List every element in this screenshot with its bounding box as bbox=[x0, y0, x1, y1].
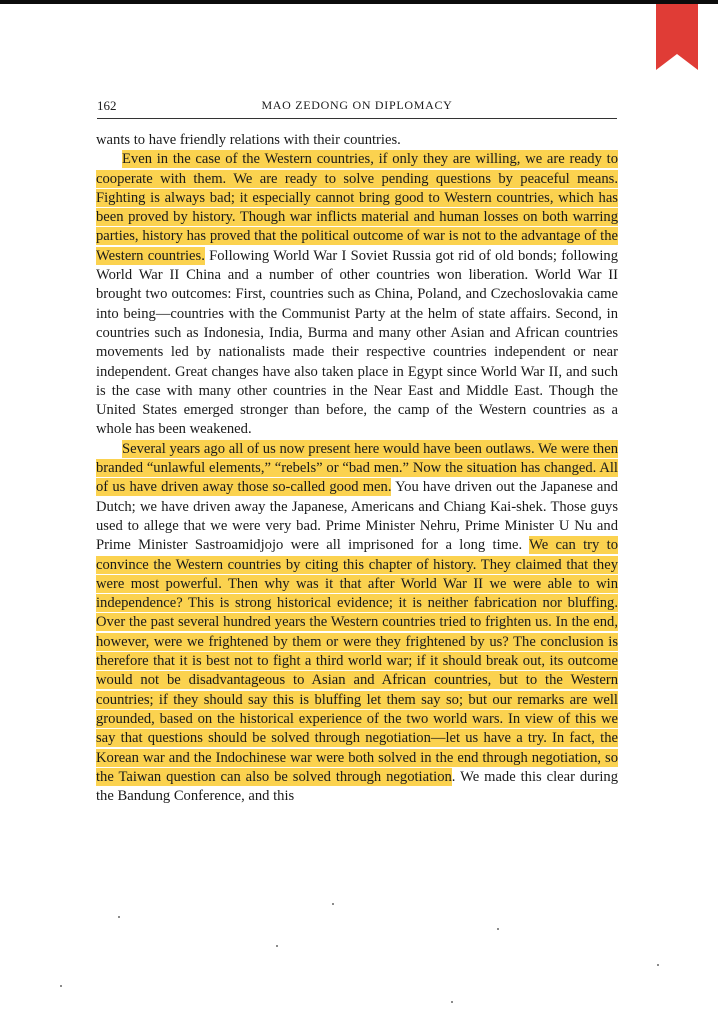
top-status-bar bbox=[0, 0, 718, 4]
scan-speck bbox=[60, 985, 62, 987]
text-segment: . We made this clear during the Bandung Conference, and this bbox=[96, 768, 618, 805]
paragraph bbox=[96, 440, 618, 807]
bookmark-icon[interactable] bbox=[656, 4, 698, 70]
scan-speck bbox=[276, 945, 278, 947]
highlighted-text[interactable]: We can try to convince the Western countries by citing this chapter of history. They claimed that they were most powerful. Then why was it that after World War II we were able to win independence? This is strong historical evidence; it is neither fabrication nor bluffing. Over the past several hundred years the Western countries tried to frighten us. In the end, however, were we frightened by them or were they frightened by us? The conclusion is therefore that it is best not to fight a third world war; if it should break out, its outcome would not be disadvantageous to Asian and African countries, but to the Western countries; if they should say this is bluffing let them say so; but our remarks are well grounded, based on the historical experience of the two world wars. In view of this we say that questions should be solved through negotiation—let us have a try. In fact, the Korean war and the Indochinese war were both solved in the end through negotiation, so the Taiwan question can also be solved through negotiation bbox=[96, 537, 618, 785]
scan-speck bbox=[657, 964, 659, 966]
scan-speck bbox=[497, 928, 499, 930]
text-segment: wants to have friendly relations with their countries. bbox=[96, 132, 401, 148]
paragraph bbox=[96, 131, 618, 150]
page-number: 162 bbox=[97, 98, 117, 113]
body-text bbox=[96, 131, 618, 806]
header-rule bbox=[97, 118, 617, 119]
highlighted-text[interactable]: Several years ago all of us now present here would have been outlaws. We were then branded “unlawful elements,” “rebels” or “bad men.” Now the situation has changed. All of us have driven away those so-called good men. bbox=[96, 440, 618, 496]
scan-speck bbox=[332, 903, 334, 905]
running-head: MAO ZEDONG ON DIPLOMACY bbox=[261, 98, 453, 112]
text-segment: You have driven out the Japanese and Dutch; we have driven away the Japanese, Americans and Chiang Kai-shek. Those guys used to allege that we were very bad. Prime Minister Nehru, Prime Minister U Nu and Prime Minister Sastroamidjojo were all imprisoned for a long time. bbox=[96, 479, 618, 554]
highlighted-text[interactable]: Even in the case of the Western countries, if only they are willing, we are ready to cooperate with them. We are ready to solve pending questions by peaceful means. Fighting is always bad; it especially cannot bring good to Western countries, which has been proved by history. Though war inflicts material and human losses on both warring parties, history has proved that the political outcome of war is not to the advantage of the Western countries. bbox=[96, 151, 618, 264]
paragraph bbox=[96, 150, 618, 439]
page-header bbox=[97, 98, 617, 116]
scan-speck bbox=[118, 916, 120, 918]
scan-speck bbox=[451, 1001, 453, 1003]
text-segment: Following World War I Soviet Russia got rid of old bonds; following World War II China and a number of other countries won liberation. World War II brought two outcomes: First, countries such as China, Poland, and Czechoslovakia came into being—countries with the Communist Party at the helm of state affairs. Second, in countries such as Indonesia, India, Burma and many other Asian and African countries movements led by nationalists made their respective countries independent or near independent. Great changes have also taken place in Egypt since World War II, and such is the case with many other countries in the Near East and Middle East. Though the United States emerged stronger than before, the camp of the Western countries as a whole has been weakened. bbox=[96, 247, 618, 438]
bookmark-ribbon[interactable] bbox=[656, 4, 698, 70]
